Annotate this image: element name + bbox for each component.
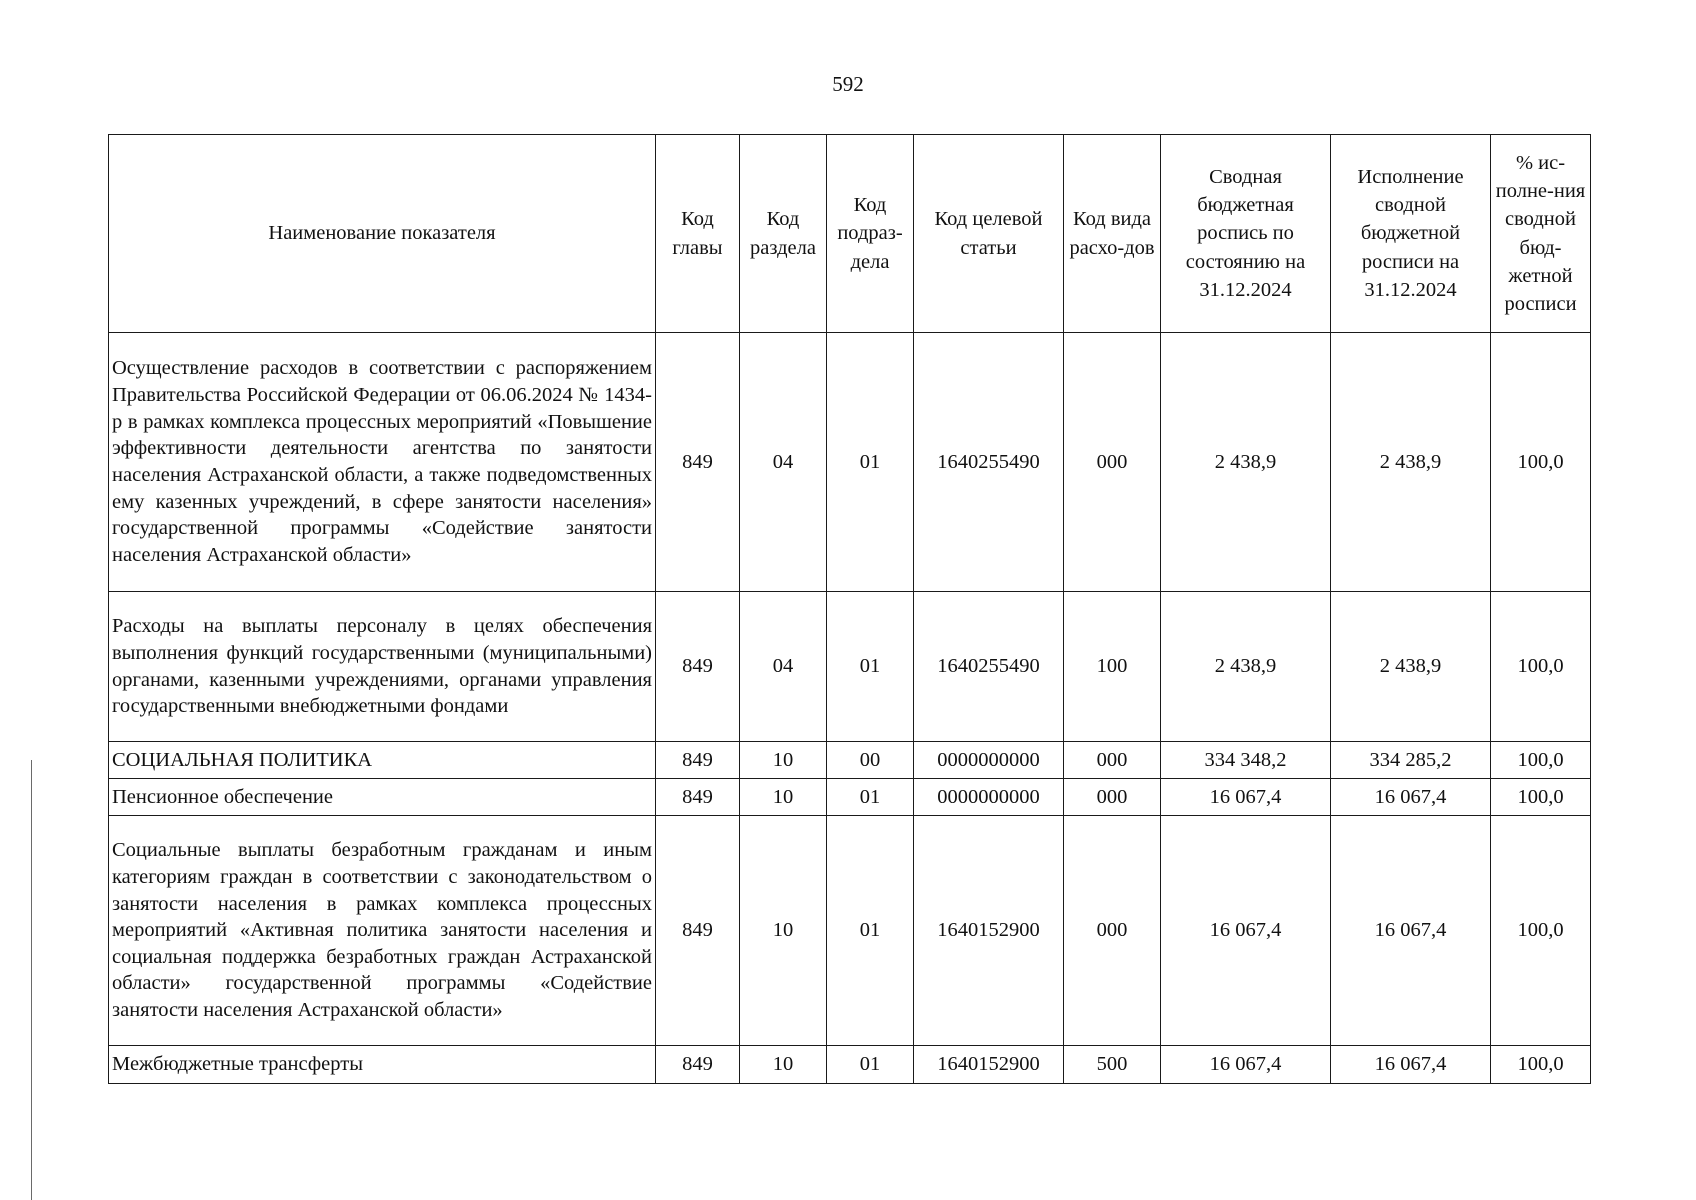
budget-table — [108, 134, 1591, 1084]
cell-podrazdel: 01 — [827, 592, 914, 742]
cell-razdel: 10 — [740, 742, 827, 779]
column-header-plan: Сводная бюджетная роспись по состоянию на 31.12.2024 — [1161, 135, 1331, 333]
cell-vid: 000 — [1064, 816, 1161, 1046]
cell-glava: 849 — [656, 333, 740, 592]
cell-celevaya: 1640255490 — [914, 592, 1064, 742]
cell-razdel: 04 — [740, 333, 827, 592]
cell-celevaya: 0000000000 — [914, 779, 1064, 816]
cell-podrazdel: 01 — [827, 779, 914, 816]
page-number: 592 — [832, 72, 864, 96]
cell-vid: 500 — [1064, 1046, 1161, 1084]
cell-celevaya: 0000000000 — [914, 742, 1064, 779]
column-header-vid: Код вида расхо-дов — [1064, 135, 1161, 333]
table-row — [109, 333, 1591, 592]
row-name: Социальные выплаты безработным гражданам и иным категориям граждан в соответствии с законодательством о занятости населения в рамках комплекса процессных мероприятий «Активная политика занятости населения и социальная поддержка безработных граждан Астраханской области» государственной программы «Содействие занятости населения Астраханской области» — [109, 816, 656, 1046]
table-row — [109, 592, 1591, 742]
column-header-glava: Код главы — [656, 135, 740, 333]
cell-ispolnenie: 16 067,4 — [1331, 816, 1491, 1046]
row-name: Расходы на выплаты персоналу в целях обеспечения выполнения функций государственными (муниципальными) органами, казенными учреждениями, органами управления государственными внебюджетными фондами — [109, 592, 656, 742]
cell-glava: 849 — [656, 1046, 740, 1084]
cell-vid: 000 — [1064, 333, 1161, 592]
cell-celevaya: 1640152900 — [914, 816, 1064, 1046]
column-header-percent: % ис-полне-ния сводной бюд-жетной росписи — [1491, 135, 1591, 333]
cell-percent: 100,0 — [1491, 1046, 1591, 1084]
cell-plan: 16 067,4 — [1161, 1046, 1331, 1084]
cell-plan: 2 438,9 — [1161, 333, 1331, 592]
cell-ispolnenie: 16 067,4 — [1331, 779, 1491, 816]
cell-celevaya: 1640152900 — [914, 1046, 1064, 1084]
cell-ispolnenie: 334 285,2 — [1331, 742, 1491, 779]
table-row — [109, 742, 1591, 779]
table-row — [109, 816, 1591, 1046]
cell-podrazdel: 01 — [827, 1046, 914, 1084]
column-header-name: Наименование показателя — [109, 135, 656, 333]
cell-percent: 100,0 — [1491, 779, 1591, 816]
cell-glava: 849 — [656, 816, 740, 1046]
row-name: Осуществление расходов в соответствии с распоряжением Правительства Российской Федерации от 06.06.2024 № 1434-р в рамках комплекса процессных мероприятий «Повышение эффективности деятельности агентства по занятости населения Астраханской области, а также подведомственных ему казенных учреждений, в сфере занятости населения» государственной программы «Содействие занятости населения Астраханской области» — [109, 333, 656, 592]
cell-vid: 000 — [1064, 742, 1161, 779]
cell-plan: 2 438,9 — [1161, 592, 1331, 742]
column-header-ispolnenie: Исполнение сводной бюджетной росписи на 31.12.2024 — [1331, 135, 1491, 333]
table-header-row — [109, 135, 1591, 333]
row-name: Межбюджетные трансферты — [109, 1046, 656, 1084]
cell-razdel: 04 — [740, 592, 827, 742]
table-row — [109, 1046, 1591, 1084]
cell-plan: 16 067,4 — [1161, 816, 1331, 1046]
row-name: Пенсионное обеспечение — [109, 779, 656, 816]
cell-glava: 849 — [656, 779, 740, 816]
row-name: СОЦИАЛЬНАЯ ПОЛИТИКА — [109, 742, 656, 779]
column-header-razdel: Код раздела — [740, 135, 827, 333]
cell-glava: 849 — [656, 742, 740, 779]
cell-percent: 100,0 — [1491, 742, 1591, 779]
column-header-celevaya: Код целевой статьи — [914, 135, 1064, 333]
column-header-podrazdel: Код подраз-дела — [827, 135, 914, 333]
cell-vid: 100 — [1064, 592, 1161, 742]
cell-plan: 334 348,2 — [1161, 742, 1331, 779]
table-row — [109, 779, 1591, 816]
cell-percent: 100,0 — [1491, 816, 1591, 1046]
cell-ispolnenie: 2 438,9 — [1331, 333, 1491, 592]
cell-ispolnenie: 16 067,4 — [1331, 1046, 1491, 1084]
cell-celevaya: 1640255490 — [914, 333, 1064, 592]
cell-podrazdel: 01 — [827, 816, 914, 1046]
cell-percent: 100,0 — [1491, 592, 1591, 742]
cell-vid: 000 — [1064, 779, 1161, 816]
cell-razdel: 10 — [740, 1046, 827, 1084]
cell-percent: 100,0 — [1491, 333, 1591, 592]
margin-line — [31, 760, 32, 1200]
cell-glava: 849 — [656, 592, 740, 742]
cell-podrazdel: 01 — [827, 333, 914, 592]
cell-razdel: 10 — [740, 779, 827, 816]
cell-plan: 16 067,4 — [1161, 779, 1331, 816]
cell-razdel: 10 — [740, 816, 827, 1046]
cell-podrazdel: 00 — [827, 742, 914, 779]
cell-ispolnenie: 2 438,9 — [1331, 592, 1491, 742]
